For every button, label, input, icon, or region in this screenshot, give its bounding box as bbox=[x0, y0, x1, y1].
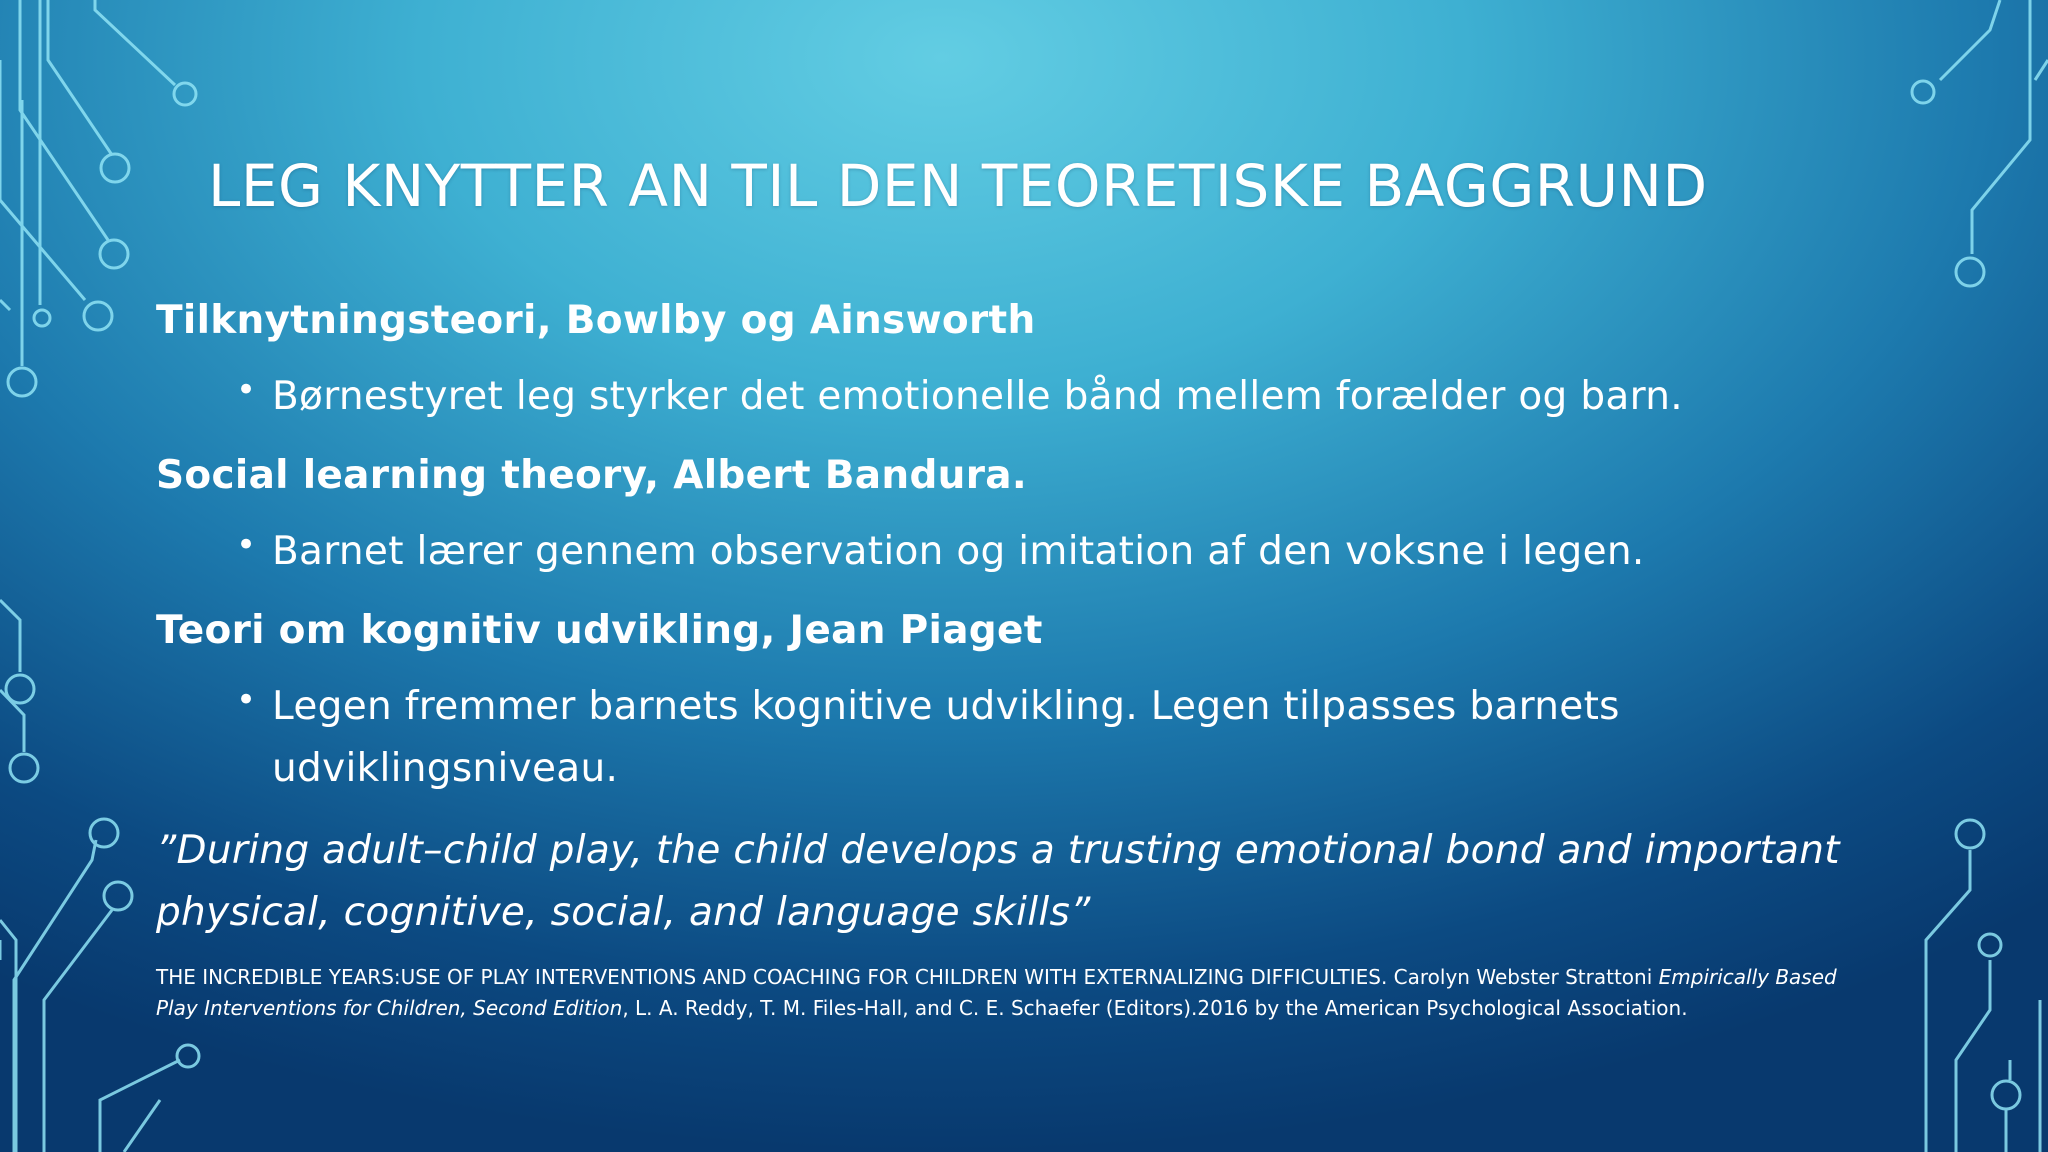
citation-book-title: Empirically Based bbox=[1658, 965, 1837, 989]
section-heading-social-learning: Social learning theory, Albert Bandura. bbox=[156, 453, 1027, 498]
slide-title: LEG KNYTTER AN TIL DEN TEORETISKE BAGGRUND bbox=[208, 152, 1708, 220]
quote-line: ”During adult–child play, the child develops a trusting emotional bond and important bbox=[156, 828, 1840, 873]
citation-book-title-cont: Play Interventions for Children, Second Edition bbox=[156, 996, 623, 1020]
bullet-line: Legen fremmer barnets kognitive udvikling. Legen tilpasses barnets bbox=[272, 684, 1620, 729]
bullet-text-social-learning: Barnet lærer gennem observation og imitation af den voksne i legen. bbox=[272, 529, 1645, 574]
bullet-line: udviklingsniveau. bbox=[272, 746, 619, 791]
quote bbox=[156, 820, 1956, 944]
citation-editors: , L. A. Reddy, T. M. Files-Hall, and C. E. Schaefer (Editors).2016 by the American Psychological Association. bbox=[622, 996, 1688, 1020]
citation-text: THE INCREDIBLE YEARS:USE OF PLAY INTERVENTIONS AND COACHING FOR CHILDREN WITH EXTERNALIZING DIFFICULTIES. Carolyn Webster Strattoni bbox=[156, 965, 1659, 989]
bullet-dot: • bbox=[236, 370, 257, 410]
citation bbox=[156, 962, 1896, 1024]
bullet-text-cognitive bbox=[272, 676, 1620, 800]
bullet-dot: • bbox=[236, 680, 257, 720]
bullet-dot: • bbox=[236, 525, 257, 565]
quote-line: physical, cognitive, social, and language skills” bbox=[156, 890, 1091, 935]
section-heading-cognitive: Teori om kognitiv udvikling, Jean Piaget bbox=[156, 608, 1043, 653]
bullet-text-attachment: Børnestyret leg styrker det emotionelle bånd mellem forælder og barn. bbox=[272, 374, 1683, 419]
section-heading-attachment: Tilknytningsteori, Bowlby og Ainsworth bbox=[156, 298, 1036, 343]
